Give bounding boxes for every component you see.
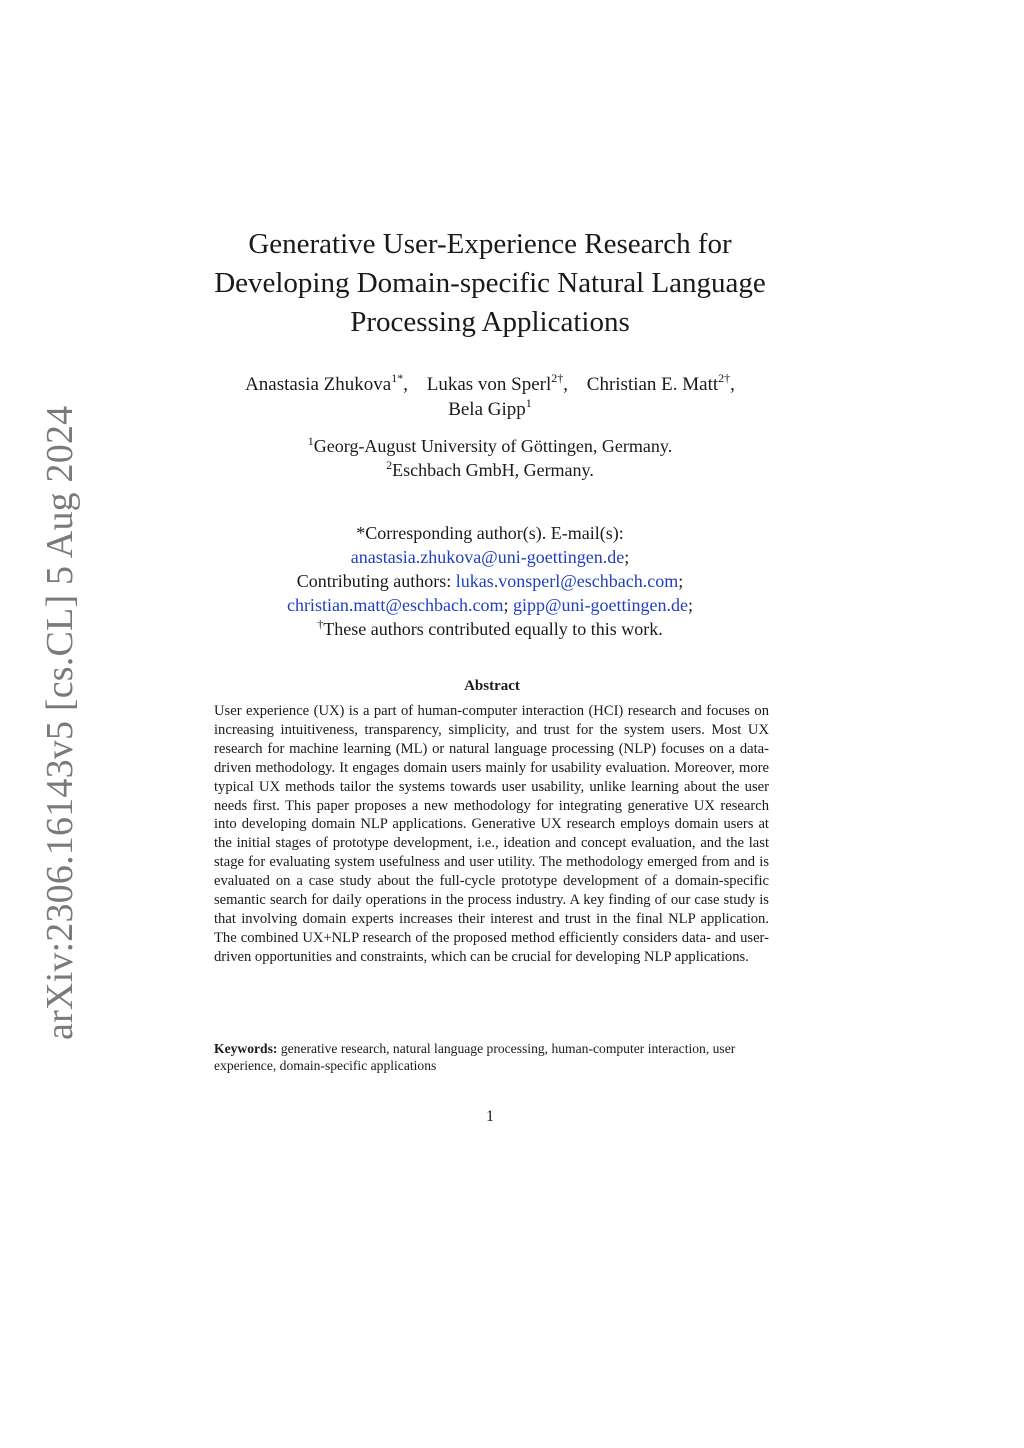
corresponding-email-link[interactable]: anastasia.zhukova@uni-goettingen.de [350,547,625,567]
author-separator: , [730,374,735,395]
author-affil-mark: 1 [525,396,532,410]
title-line: Generative User-Experience Research for [248,228,732,260]
title-line: Developing Domain-specific Natural Language [214,267,766,299]
keywords-label: Keywords: [214,1041,278,1056]
contributing-emails-line: christian.matt@eschbach.com; gipp@uni-goettingen.de; [286,595,694,615]
affiliation-mark: 1 [307,434,314,448]
author-line-2 [180,397,800,422]
contributing-authors-label: Contributing authors: [296,571,452,591]
title-line: Processing Applications [350,306,630,338]
corresponding-email-line: anastasia.zhukova@uni-goettingen.de; [350,547,630,567]
affiliation-list [180,434,800,482]
contributing-email-link[interactable]: gipp@uni-goettingen.de [512,595,689,615]
affiliation-item [180,458,800,482]
page-number: 1 [486,1108,494,1125]
author-name: Lukas von Sperl [426,374,552,395]
author-name: Bela Gipp [448,399,526,420]
author-separator: , [563,374,569,395]
affiliation-text: Eschbach GmbH, Germany. [392,460,594,480]
author-separator: , [403,374,408,395]
contributing-authors-line: Contributing authors: lukas.vonsperl@eschbach.com; [296,571,684,591]
equal-contribution-note [180,617,800,641]
author-list [180,372,800,422]
abstract-text: User experience (UX) is a part of human-computer interaction (HCI) research and focuses on increasing intuitiveness, transparency, simplicity, and trust for the system users. Most UX research for machine learning (ML) or natural language processing (NLP) focuses on a data-driven methodology. It engages domain users mainly for usability evaluation. Moreover, more typical UX methods tailor the systems towards user usability, unlike learning about the user needs first. This paper proposes a new methodology for integrating generative UX research into developing domain NLP applications. Generative UX research employs domain users at the initial stages of prototype development, i.e., ideation and concept evaluation, and the last stage for evaluating system usefulness and user utility. The methodology emerged from and is evaluated on a case study about the full-cycle prototype development of a domain-specific semantic search for daily operations in the process industry. A key finding of our case study is that involving domain experts increases their interest and trust in the final NLP application. The combined UX+NLP research of the proposed method efficiently considers data- and user-driven opportunities and constraints, which can be crucial for developing NLP applications. [214,703,769,965]
affiliation-mark: 2 [386,458,393,472]
dagger-mark: † [317,617,324,631]
author-line-1 [180,372,800,397]
paper-title [190,225,790,342]
keywords-text: generative research, natural language processing, human-computer interaction, user experience, domain-specific applications [214,1041,736,1073]
arxiv-identifier-stamp[interactable]: arXiv:2306.16143v5 [cs.CL] 5 Aug 2024 [39,405,81,1040]
author-affil-mark: 1* [391,371,404,385]
contributing-email-link[interactable]: lukas.vonsperl@eschbach.com [455,571,679,591]
correspondence-block [180,521,800,641]
author-affil-mark: 2† [551,371,564,385]
equal-contribution-text: These authors contributed equally to this work. [323,619,663,639]
corresponding-author-label: *Corresponding author(s). E-mail(s): [356,523,624,543]
author-name: Anastasia Zhukova [245,374,392,395]
keywords-block [214,1040,774,1074]
affiliation-text: Georg-August University of Göttingen, Germany. [313,436,673,456]
author-name: Christian E. Matt [586,374,719,395]
author-affil-mark: 2† [718,371,731,385]
contributing-email-link[interactable]: christian.matt@eschbach.com [286,595,504,615]
affiliation-item [180,434,800,458]
abstract-heading: Abstract [464,678,520,694]
